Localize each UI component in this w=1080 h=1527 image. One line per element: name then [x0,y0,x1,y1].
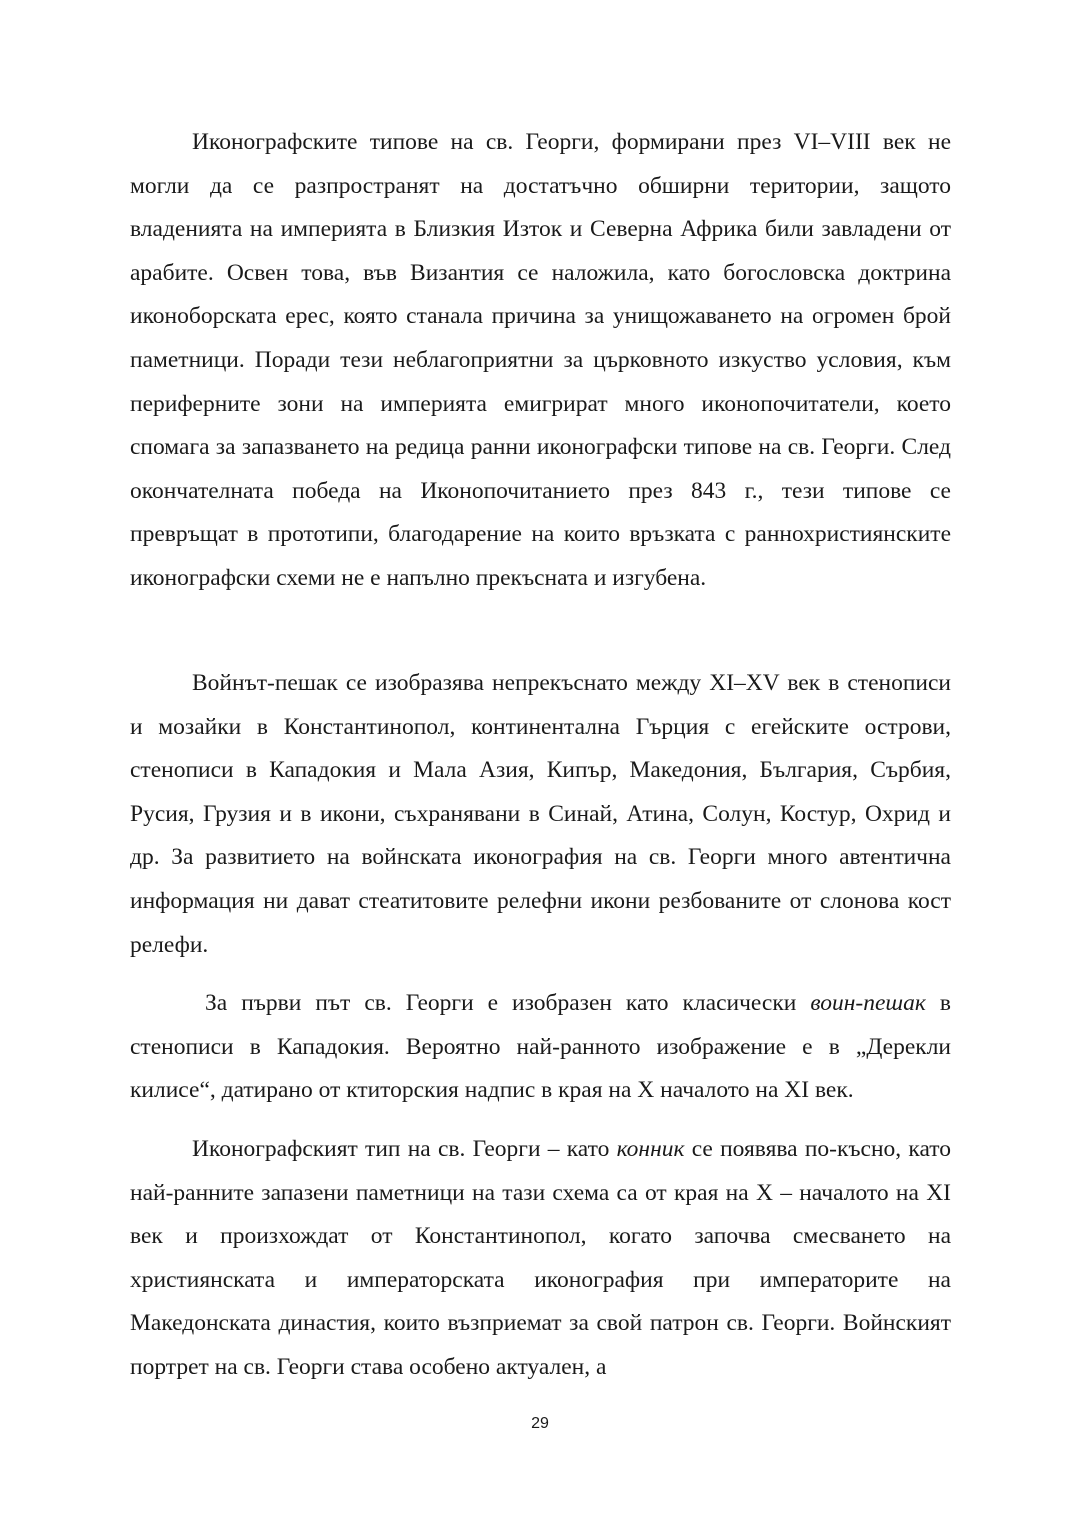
paragraph-text-before: За първи път св. Георги е изобразен като класически [205,990,811,1016]
page-number: 29 [531,1415,549,1432]
paragraph-text: Иконографските типове на св. Георги, формирани през VI–VIII век не могли да се разпространят на достатъчно обширни територии, защото владенията на империята в Близкия Изток и Северна Африка били завладени от арабите. Освен това, във Византия се наложила, като богословска доктрина иконоборската ерес, която станала причина за унищожаването на огромен брой паметници. Поради тези неблагоприятни за църковното изкуство условия, към периферните зони на империята емигрират много иконопочитатели, което спомага за запазването на редица ранни иконографски типове на св. Георги. След окончателната победа на Иконопочитанието през 843 г., тези типове се превръщат в прототипи, благодарение на които връзката с раннохристиянските иконографски схеми не е напълно прекъсната и изгубена. [130,129,951,591]
paragraph-text-after: се появява по-късно, като най-ранните запазени паметници на тази схема са от края на X – началото на XI век и произхождат от Константинопол, когато започва смесването на християнската и императорската иконография при императорите на Македонската династия, които възприемат за свой патрон св. Георги. Войнският портрет на св. Георги става особено актуален, а [130,1136,952,1380]
paragraph-horseman-type [130,1128,951,1390]
paragraph-first-depiction [130,982,951,1113]
paragraph-iconographic-types [130,121,951,601]
paragraph-warrior-foot-soldier [130,662,951,967]
paragraph-emphasis: конник [616,1136,685,1162]
paragraph-text-before: Иконографският тип на св. Георги – като [192,1136,617,1162]
paragraph-emphasis: воин-пешак [810,990,926,1016]
paragraph-text: Войнът-пешак се изобразява непрекъснато между XI–XV век в стенописи и мозайки в Константинопол, континентална Гърция с егейските острови, стенописи в Кападокия и Мала Азия, Кипър, Македония, България, Сърбия, Русия, Грузия и в икони, съхранявани в Синай, Атина, Солун, Костур, Охрид и др. За развитието на войнската иконография на св. Георги много автентична информация ни дават стеатитовите релефни икони резбованите от слонова кост релефи. [130,670,951,958]
paragraph-text-after: в стенописи в Кападокия. Вероятно най-ранното изображение е в „Дерекли килисе“, датирано от ктиторския надпис в края на X началото на XI век. [130,990,951,1104]
